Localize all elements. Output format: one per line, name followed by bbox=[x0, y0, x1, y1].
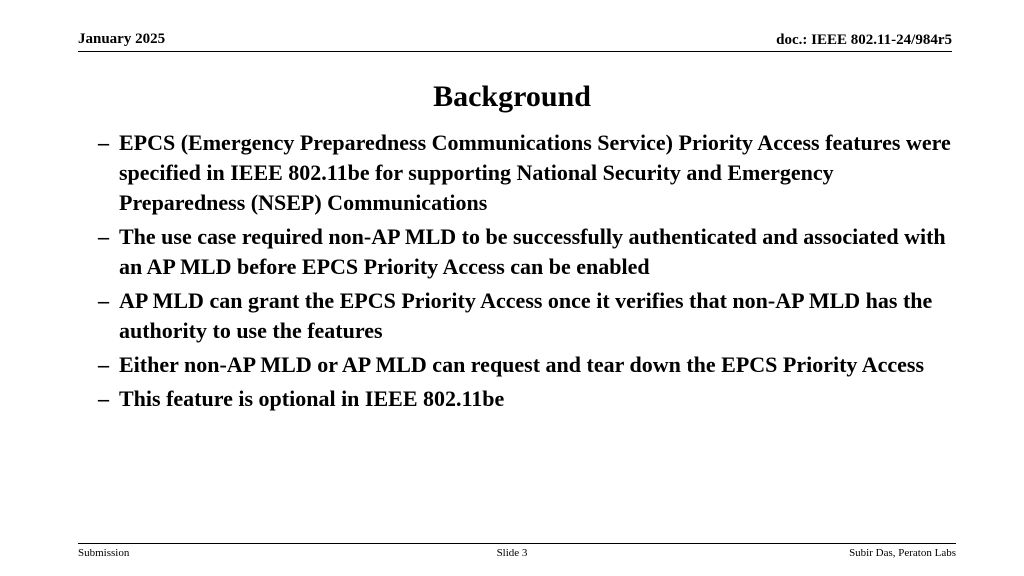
header-doc-id: doc.: IEEE 802.11-24/984r5 bbox=[776, 32, 952, 48]
bullet-dash: – bbox=[98, 352, 109, 377]
bullet-dash: – bbox=[98, 288, 109, 313]
bullet-text: EPCS (Emergency Preparedness Communications Service) Priority Access features were specified in IEEE 802.11be for supporting National Security and Emergency Preparedness (NSEP) Communications bbox=[119, 130, 951, 215]
bullet-item bbox=[98, 286, 958, 346]
header-date: January 2025 bbox=[78, 31, 166, 47]
bullet-text: This feature is optional in IEEE 802.11be bbox=[119, 386, 505, 411]
bullet-text: The use case required non-AP MLD to be successfully authenticated and associated with an AP MLD before EPCS Priority Access can be enabled bbox=[119, 224, 946, 279]
header-divider bbox=[78, 51, 952, 52]
bullet-dash: – bbox=[98, 386, 109, 411]
footer-author: Subir Das, Peraton Labs bbox=[849, 547, 956, 559]
bullet-item bbox=[98, 350, 958, 380]
bullet-item bbox=[98, 384, 958, 414]
footer-slide-number: Slide 3 bbox=[496, 547, 528, 559]
bullet-dash: – bbox=[98, 130, 109, 155]
bullet-dash: – bbox=[98, 224, 109, 249]
slide-title: Background bbox=[433, 80, 591, 113]
footer-divider bbox=[78, 543, 956, 544]
bullet-list bbox=[98, 128, 958, 418]
footer-submission: Submission bbox=[78, 547, 130, 559]
bullet-item bbox=[98, 128, 958, 218]
bullet-item bbox=[98, 222, 958, 282]
bullet-text: AP MLD can grant the EPCS Priority Access once it verifies that non-AP MLD has the authority to use the features bbox=[119, 288, 933, 343]
bullet-text: Either non-AP MLD or AP MLD can request and tear down the EPCS Priority Access bbox=[119, 352, 925, 377]
